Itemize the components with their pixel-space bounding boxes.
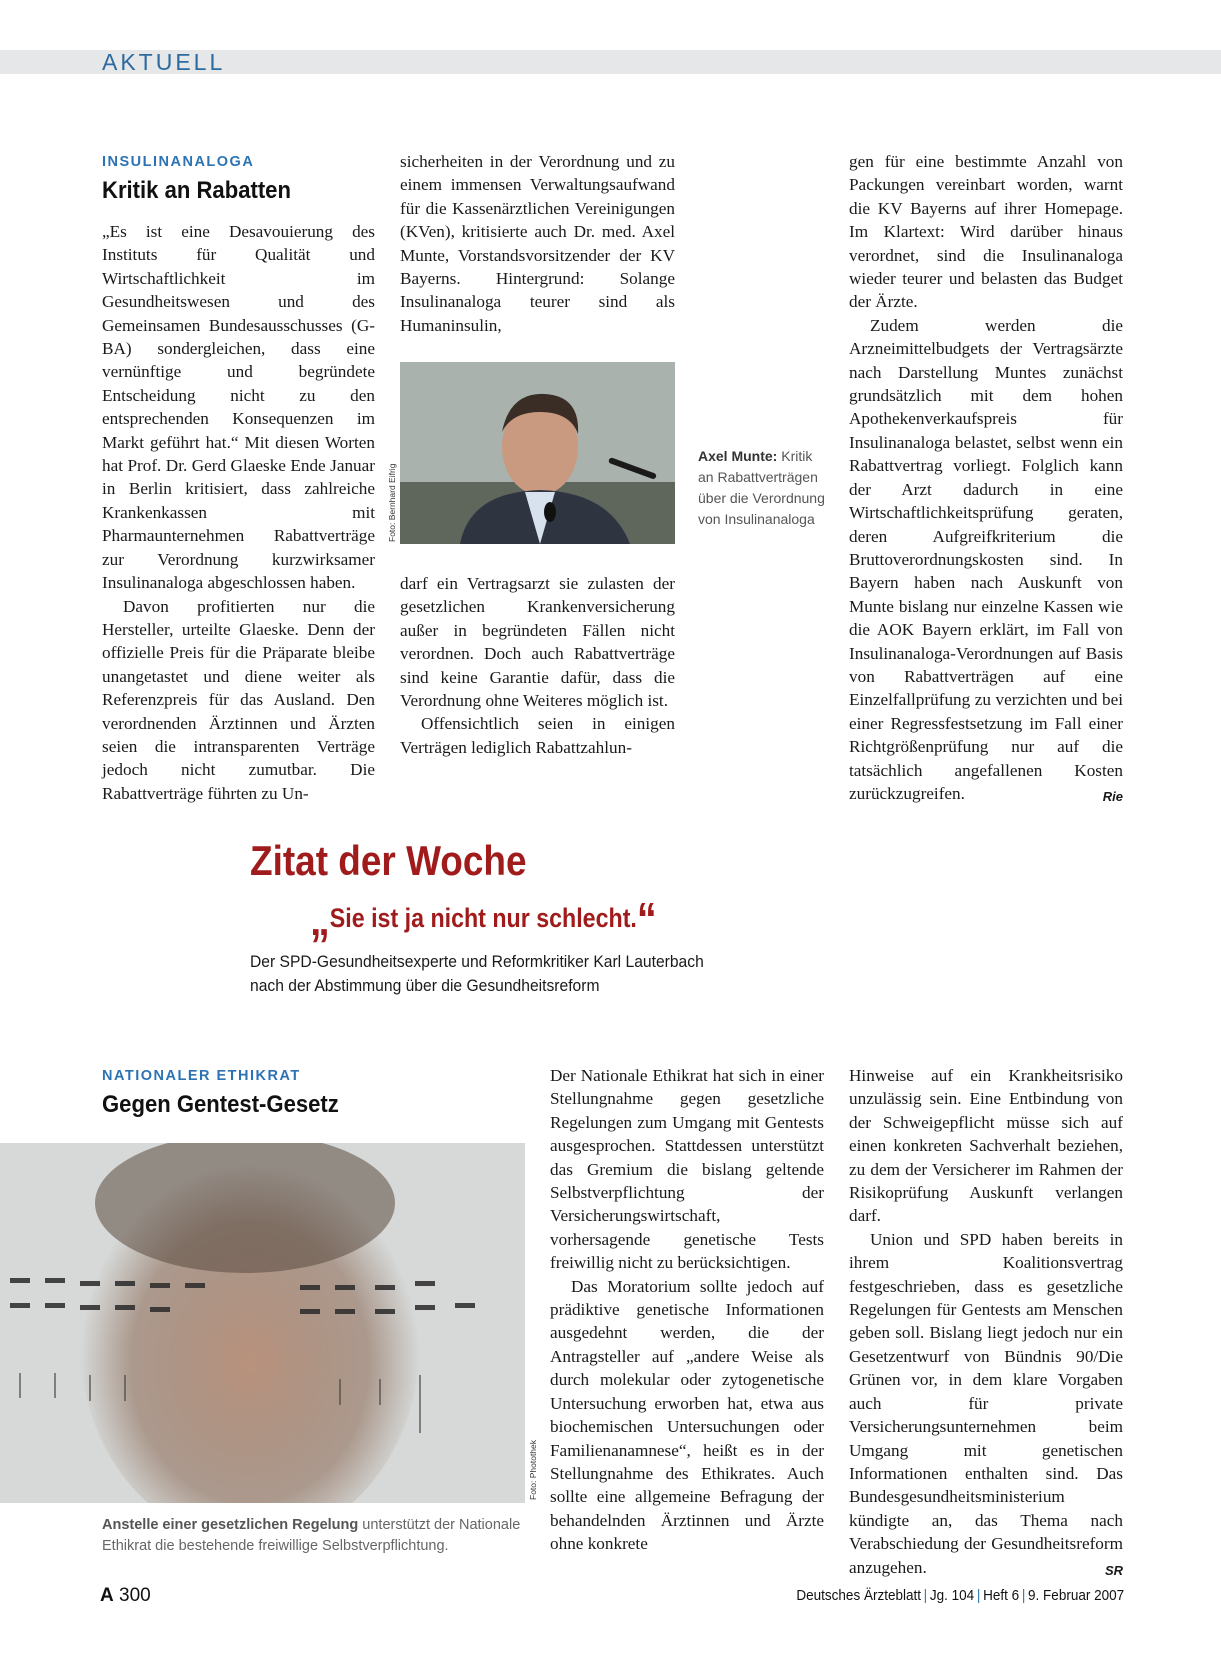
photo-caption [102, 1515, 532, 1557]
article1-column-2-bottom [400, 572, 675, 759]
article2-column-2 [550, 1064, 824, 1556]
journal-name: Deutsches Ärzteblatt [796, 1587, 921, 1604]
page-prefix: A [100, 1585, 114, 1606]
article1-column-1 [102, 220, 375, 805]
gentest-photo [0, 1143, 525, 1503]
photo-caption [698, 446, 828, 530]
paragraph: gen für eine bestimmte Anzahl von Packungen vereinbart worden, warnt die KV Bayerns auf ihrer Homepage. Im Klartext: Wird darüber hinaus verordnet, sind die Insulinanaloga wieder teurer und belasten das Budget der Ärzte. [849, 152, 1123, 312]
paragraph: darf ein Vertragsarzt sie zulasten der gesetzlichen Krankenversicherung außer in begründeten Fällen nicht verordnen. Doch auch Rabattverträge sind keine Garantie dafür, dass die Verordnung ohne Weiteres möglich ist. [400, 574, 675, 711]
article2-column-3 [849, 1064, 1123, 1582]
caption-text: Kritik an Rabattverträgen über die Verordnung von Insulinanaloga [698, 448, 825, 527]
caption-lead: Anstelle einer gesetzlichen Regelung [102, 1517, 359, 1533]
paragraph: Der Nationale Ethikrat hat sich in einer Stellungnahme gegen gesetzliche Regelungen zum Umgang mit Gentests ausgesprochen. Stattdessen unterstützt das Gremium die bislang geltende Selbstverpflichtung der Versicherungswirtschaft, vorhersagende genetische Tests freiwillig nicht zu berücksichtigen. [550, 1066, 824, 1273]
paragraph: „Es ist eine Desavouierung des Instituts für Qualität und Wirtschaftlichkeit im Gesundheitswesen und des Gemeinsamen Bundesausschusses (G-BA) sondergleichen, dass eine vernünftige und begründete Entscheidung nicht zu den entsprechenden Konsequenzen im Markt geführt hat.“ Mit diesen Worten hat Prof. Dr. Gerd Glaeske Ende Januar in Berlin kritisiert, dass zahlreiche Krankenkassen mit Pharmaunternehmen Rabattverträge zur Verordnung kurzwirksamer Insulinanaloga abgeschlossen haben. [102, 222, 375, 593]
article1-column-3 [849, 150, 1123, 808]
paragraph: Das Moratorium sollte jedoch auf prädiktive genetische Informationen ausgedehnt werden, die der Antragsteller auf „andere Weise als durch molekular oder zytogenetische Untersuchung erworben hat, etwa aus biochemischen Untersuchungen oder Familienanamnese“, heißt es in der Stellungnahme des Ethikrates. Auch sollte eine allgemeine Befragung der behandelnden Ärztinnen und Ärzte ohne konkrete [550, 1276, 824, 1554]
paragraph: Union und SPD haben bereits in ihrem Koalitionsvertrag festgeschrieben, dass es gesetzliche Regelungen für Gentests am Menschen geben soll. Bislang liegt jedoch nur ein Gesetzentwurf von Bündnis 90/Die Grünen vor, in dem klare Vorgaben auch für private Versicherungsunternehmen beim Umgang mit genetischen Informationen enthalten sind. Das Bundesgesundheitsministerium kündigte an, das Thema nach Verabschiedung der Gesundheitsreform anzugehen. SR [849, 1228, 1123, 1579]
article2-headline: Gegen Gentest-Gesetz [102, 1091, 339, 1118]
journal-date: 9. Februar 2007 [1027, 1587, 1124, 1604]
paragraph: Offensichtlich seien in einigen Verträgen lediglich Rabattzahlun- [400, 714, 675, 757]
journal-info: Deutsches Ärzteblatt | Jg. 104 | Heft 6 | 9. Februar 2007 [796, 1587, 1124, 1604]
paragraph: Zudem werden die Arzneimittelbudgets der Vertragsärzte nach Darstellung Muntes zunächst grundsätzlich mit dem hohen Apothekenverkaufspreis für Insulinanaloga belastet, selbst wenn ein Rabattvertrag vorliegt. Folglich kann der Arzt dadurch in eine Wirtschaftlichkeitsprüfung geraten, deren Aufgreifkriterium die Bruttoverordnungskosten sind. In Bayern haben nach Auskunft von Munte bislang nur einzelne Kassen wie die AOK Bayern erklärt, im Fall von Insulinanaloga-Verordnungen auf Basis von Rabattverträgen auf eine Einzelfallprüfung zu verzichten und bei einer Regressfestsetzung im Fall einer Richtgrößenprüfung nur auf die tatsächlich angefallenen Kosten zurückzugreifen. Rie [849, 314, 1123, 806]
paragraph: Hinweise auf ein Krankheitsrisiko unzulässig sein. Eine Entbindung von der Schweigepflicht müsse sich auf einen konkreten Sachverhalt beziehen, zu dem der Versicherer im Rahmen der Risikoprüfung Auskunft verlangen darf. [849, 1066, 1123, 1226]
section-label: AKTUELL [102, 49, 226, 75]
quote-section-title: Zitat der Woche [250, 837, 527, 884]
quote [310, 893, 657, 945]
paragraph: sicherheiten in der Verordnung und zu einem immensen Verwaltungsaufwand für die Kassenärztlichen Vereinigungen (KVen), kritisierte auch Dr. med. Axel Munte, Vorstandsvorsitzender der KV Bayerns. Hintergrund: Solange Insulinanaloga teurer sind als Humaninsulin, [400, 152, 675, 335]
quote-text: Sie ist ja nicht nur schlecht. [329, 903, 637, 933]
quote-close-mark-icon: “ [636, 893, 657, 945]
article1-kicker: INSULINANALOGA [102, 154, 255, 170]
page-number: A 300 [100, 1585, 151, 1606]
quote-open-mark-icon: „ [310, 893, 330, 945]
axel-munte-photo [400, 362, 675, 544]
paragraph: Davon profitierten nur die Hersteller, urteilte Glaeske. Denn der offizielle Preis für die Präparate bleibe unangetastet und diene weiter als Referenzpreis für das Ausland. Den verordnenden Ärztinnen und Ärzten seien die intransparenten Verträge jedoch nicht zumutbar. Die Rabattverträge führten zu Un- [102, 596, 375, 803]
article1-headline: Kritik an Rabatten [102, 177, 291, 204]
photo-credit: Foto: Bernhard Eifrig [387, 463, 397, 542]
quote-attribution: Der SPD-Gesundheitsexperte und Reformkritiker Karl Lauterbach nach der Abstimmung über die Gesundheitsreform [250, 952, 704, 995]
gel-face-illustration [0, 1143, 525, 1503]
portrait-illustration [400, 362, 675, 544]
caption-name: Axel Munte: [698, 448, 778, 464]
caption-text: unterstützt der Nationale Ethikrat die bestehende freiwillige Selbstverpflichtung. [102, 1517, 521, 1554]
journal-volume: Jg. 104 [929, 1587, 975, 1604]
article2-kicker: NATIONALER ETHIKRAT [102, 1068, 301, 1084]
author-signature: SR [1104, 1562, 1123, 1578]
author-signature: Rie [1102, 788, 1123, 804]
journal-issue: Heft 6 [982, 1587, 1020, 1604]
photo-credit: Foto: Photothek [528, 1439, 538, 1500]
article1-column-2-top [400, 150, 675, 337]
